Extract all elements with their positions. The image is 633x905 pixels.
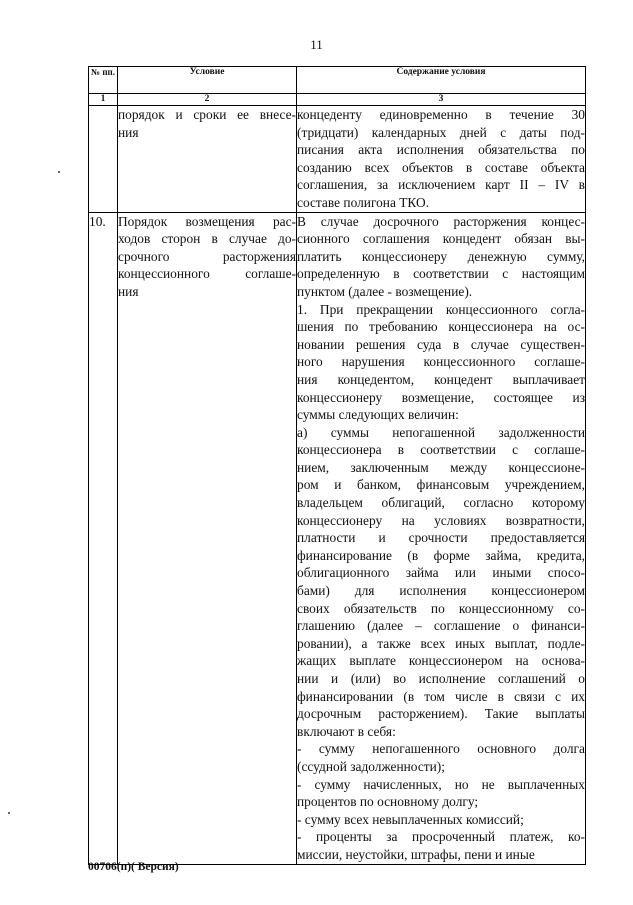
text-line: пунктом (далее - возмещение). — [297, 283, 473, 299]
text-line: финансировании (в том числе в связи с их — [297, 688, 585, 704]
text-line: (тридцати) календарных дней с даты под- — [297, 124, 585, 140]
document-code-footer: 00706(п)( Версия) — [88, 861, 179, 873]
text-line: суммы следующих величин: — [297, 407, 459, 423]
text-line: ния — [118, 124, 139, 140]
conditions-table — [88, 66, 586, 865]
header-condition: Условие — [118, 67, 297, 94]
text-line: - проценты за просроченный платеж, ко- — [297, 829, 585, 845]
column-index-1: 1 — [89, 94, 118, 106]
page-number: 11 — [310, 37, 323, 52]
text-line: процентов по основному долгу; — [297, 794, 479, 810]
text-line: жащих выплате концессионером на основа- — [297, 653, 585, 669]
text-line: созданию всех объектов в составе объекта — [297, 159, 585, 175]
text-line: ного нарушения концессионного соглаше- — [297, 354, 585, 370]
text-line: срочного расторжения — [118, 248, 296, 264]
header-num: № пп. — [89, 67, 118, 94]
row-number — [89, 106, 118, 213]
condition-cell — [118, 212, 297, 864]
text-line: - сумму непогашенного основного долга — [297, 741, 585, 757]
table-row — [89, 106, 586, 213]
text-line: а) суммы непогашенной задолженности — [297, 424, 585, 440]
text-line: соглашения, за исключением карт II – IV в — [297, 177, 585, 193]
text-line: ровании), а также всех иных выплат, подле- — [297, 635, 585, 651]
text-line: глашению (далее – соглашение о финанси- — [297, 618, 585, 634]
text-line: нием, заключенным между концессионе- — [297, 459, 585, 475]
text-line: облигационного займа или иными спосо- — [297, 565, 585, 581]
text-line: включают в себя: — [297, 723, 396, 739]
text-line: концеденту единовременно в течение 30 — [297, 107, 585, 122]
text-line: составе полигона ТКО. — [297, 194, 430, 210]
text-line: ния концедентом, концедент выплачивает — [297, 371, 585, 387]
column-index-2: 2 — [118, 94, 297, 106]
text-line: платить концессионеру денежную сумму, — [297, 248, 585, 264]
text-line: новании решения суда в случае существен- — [297, 336, 585, 352]
table-header-row — [89, 67, 586, 94]
text-line: владельцем облигаций, согласно которому — [297, 495, 585, 511]
text-line: - сумму всех невыплаченных комиссий; — [297, 811, 524, 827]
text-line: концессионеру возмещение, состоящее из — [297, 389, 585, 405]
text-line: сионного соглашения концедент обязан вы- — [297, 231, 585, 247]
text-line: концессионеру на условиях возвратности, — [297, 512, 585, 528]
text-line: платности и срочности предоставляется — [297, 530, 585, 546]
text-line: финансирование (в форме займа, кредита, — [297, 547, 585, 563]
text-line: досрочным расторжением). Такие выплаты — [297, 706, 585, 722]
table-row — [89, 212, 586, 864]
text-line: концессионного соглаше- — [118, 266, 296, 282]
column-index-row — [89, 94, 586, 106]
text-line: - сумму начисленных, но не выплаченных — [297, 776, 585, 792]
text-line: ром и банком, финансовым учреждением, — [297, 477, 585, 493]
text-line: концессионера в соответствии с соглаше- — [297, 442, 585, 458]
row-number: 10. — [89, 212, 118, 864]
content-cell — [297, 106, 586, 213]
text-line: шения по требованию концессионера на ос- — [297, 319, 585, 335]
content-cell — [297, 212, 586, 864]
text-line: 1. При прекращении концессионного согла- — [297, 301, 585, 317]
scan-speck — [58, 171, 60, 173]
text-line: (ссудной задолженности); — [297, 758, 445, 774]
text-line: миссии, неустойки, штрафы, пени и иные — [297, 846, 535, 862]
text-line: писания акта исполнения обязательства по — [297, 142, 585, 158]
text-line: Порядок возмещения рас- — [118, 213, 296, 229]
text-line: бами) для исполнения концессионером — [297, 583, 585, 599]
text-line: порядок и сроки ее внесе- — [118, 107, 296, 122]
column-index-3: 3 — [297, 94, 586, 106]
text-line: своих обязательств по концессионному со- — [297, 600, 585, 616]
condition-cell — [118, 106, 297, 213]
scan-speck — [8, 812, 10, 814]
text-line: ходов сторон в случае до- — [118, 231, 296, 247]
text-line: определенную в соответствии с настоящим — [297, 266, 585, 282]
header-content: Содержание условия — [297, 67, 586, 94]
text-line: нии и (или) во исполнение соглашений о — [297, 671, 585, 686]
text-line: В случае досрочного расторжения концес- — [297, 213, 585, 229]
text-line: ния — [118, 283, 139, 299]
